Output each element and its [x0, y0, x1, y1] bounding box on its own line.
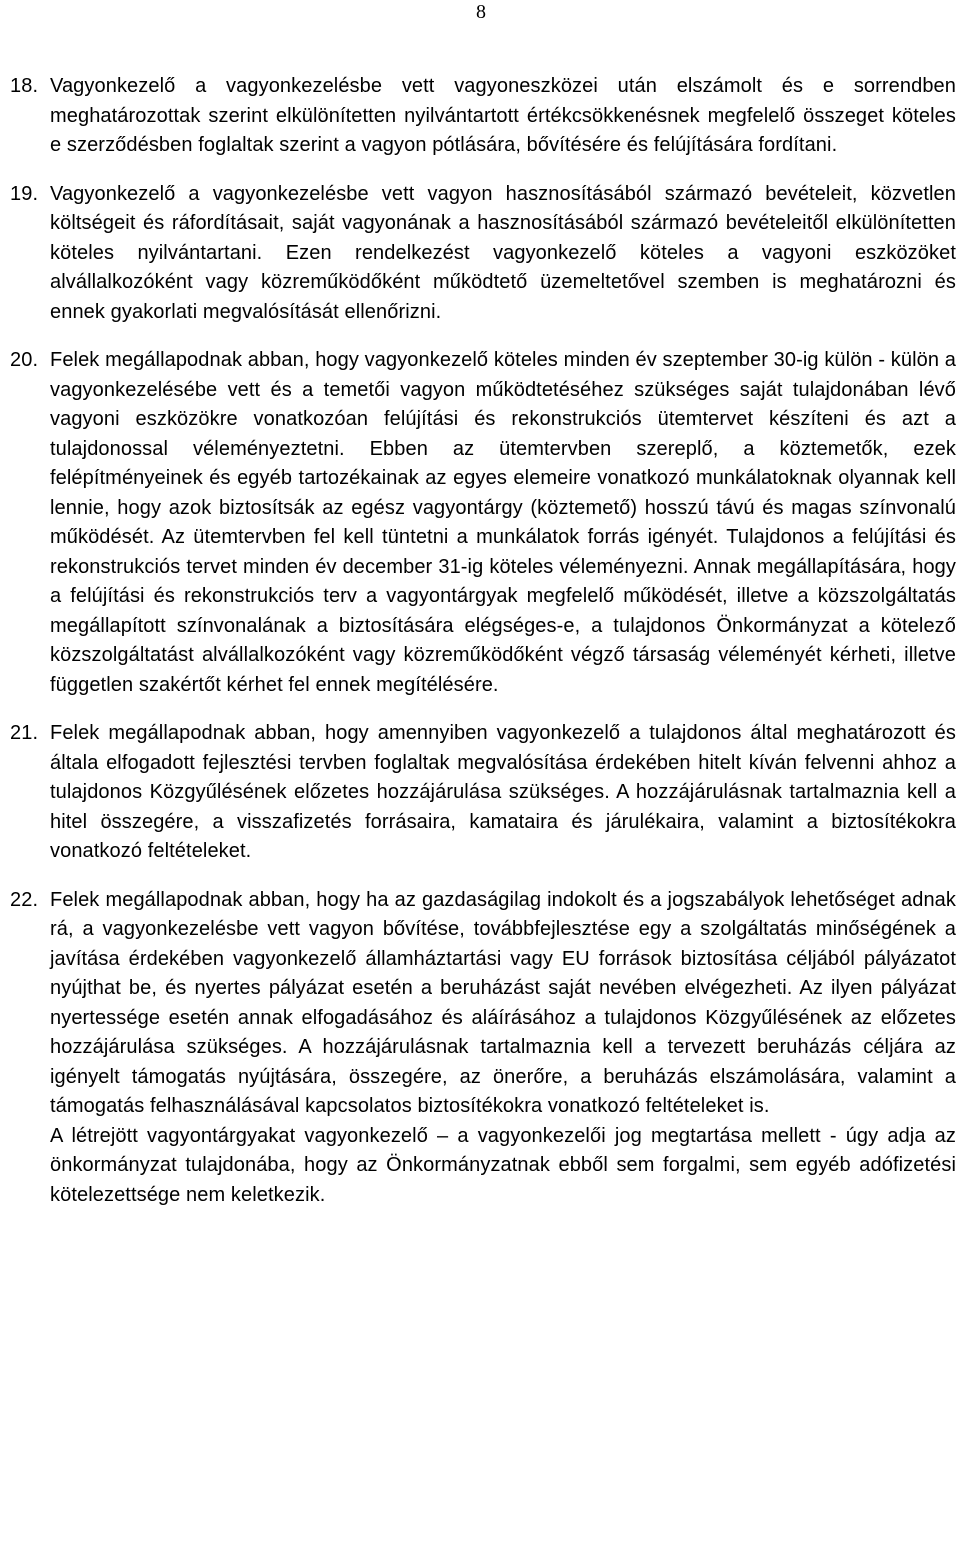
numbered-item-19	[10, 180, 956, 328]
item-paragraph: Felek megállapodnak abban, hogy vagyonkezelő köteles minden év szeptember 30-ig külön - külön a vagyonkezelésébe vett és a temetői vagyon működtetéséhez szükséges saját tulajdonában lévő vagyoni eszközökre vonatkozóan felújítási és rekonstrukciós ütemtervet készíteni és azt a tulajdonossal véleményeztetni. Ebben az ütemtervben szereplő, a köztemetők, ezek felépítményeinek és egyéb tartozékainak az egyes elemeire vonatkozó munkálatoknak olyannak kell lennie, hogy azok biztosítsák az egész vagyontárgy (köztemető) hosszú távú és magas színvonalú működését. Az ütemtervben fel kell tüntetni a munkálatok forrás igényét. Tulajdonos a felújítási és rekonstrukciós tervet minden év december 31-ig köteles véleményezni. Annak megállapítására, hogy a felújítási és rekonstrukciós terv a vagyontárgyak megfelelő működését, illetve a közszolgáltatás megállapított színvonalának a biztosítására elégséges-e, a tulajdonos Önkormányzat a kötelező közszolgáltatást alvállalkozóként vagy közreműködőként végző társaság véleményét kérheti, illetve független szakértőt kérhet fel ennek megítélésére.	[50, 349, 956, 696]
item-body	[50, 180, 956, 328]
numbered-item-20	[10, 346, 956, 700]
item-body	[50, 72, 956, 161]
item-number: 18.	[10, 75, 39, 97]
item-number: 19.	[10, 182, 39, 205]
item-paragraph: Vagyonkezelő a vagyonkezelésbe vett vagyon hasznosításából származó bevételeit, közvetlen költségeit és ráfordításait, saját vagyonának a hasznosításából származó bevételeitől elkülönítetten köteles nyilvántartani. Ezen rendelkezést vagyonkezelő köteles a vagyoni eszközöket alvállalkozóként vagy közreműködőként működtető üzemeltetővel szemben is meghatározni és ennek gyakorlati megvalósítását ellenőrizni.	[50, 182, 956, 323]
item-paragraph: Felek megállapodnak abban, hogy amennyiben vagyonkezelő a tulajdonos által meghatározott és általa elfogadott fejlesztési tervben foglaltak megvalósítása érdekében hitelt kíván felvenni ahhoz a tulajdonos Közgyűlésének előzetes hozzájárulása szükséges. A hozzájárulásnak tartalmaznia kell a hitel összegére, a visszafizetés forrásaira, kamataira és járulékaira, valamint a biztosítékokra vonatkozó feltételeket.	[50, 722, 956, 862]
item-body	[50, 719, 956, 867]
item-paragraph: A létrejött vagyontárgyakat vagyonkezelő – a vagyonkezelői jog megtartása mellett - úgy adja az önkormányzat tulajdonába, hogy az Önkormányzatnak ebből sem forgalmi, sem egyéb adófizetési kötelezettsége nem keletkezik.	[50, 1124, 956, 1206]
item-body	[50, 346, 956, 700]
document-body	[10, 72, 956, 1210]
item-body	[50, 886, 956, 1211]
item-number: 20.	[10, 349, 39, 371]
page-number: 8	[476, 1, 486, 23]
item-paragraph: Felek megállapodnak abban, hogy ha az gazdaságilag indokolt és a jogszabályok lehetőséget adnak rá, a vagyonkezelésbe vett vagyon bővítése, továbbfejlesztése egy a szolgáltatás minőségének a javítása érdekében vagyonkezelő államháztartási vagy EU források biztosítása céljából pályázatot nyújthat be, és nyertes pályázat esetén a beruházást saját nevében elvégezheti. Az ilyen pályázat nyertessége esetén annak elfogadásához és aláírásához a tulajdonos Közgyűlésének az előzetes hozzájárulása szükséges. A hozzájárulásnak tartalmaznia kell a tervezett beruházás céljára az igényelt támogatás nyújtására, összegére, az önerőre, a beruházás elszámolására, valamint a támogatás felhasználásával kapcsolatos biztosítékokra vonatkozó feltételeket is.	[50, 888, 956, 1117]
numbered-item-21	[10, 719, 956, 867]
numbered-item-18	[10, 72, 956, 161]
item-number: 21.	[10, 722, 39, 744]
item-number: 22.	[10, 888, 39, 911]
item-paragraph: Vagyonkezelő a vagyonkezelésbe vett vagyoneszközei után elszámolt és e sorrendben meghatározottak szerint elkülönítetten nyilvántartott értékcsökkenésnek megfelelő összeget köteles e szerződésben foglaltak szerint a vagyon pótlására, bővítésére és felújítására fordítani.	[50, 75, 956, 156]
numbered-item-22	[10, 886, 956, 1211]
